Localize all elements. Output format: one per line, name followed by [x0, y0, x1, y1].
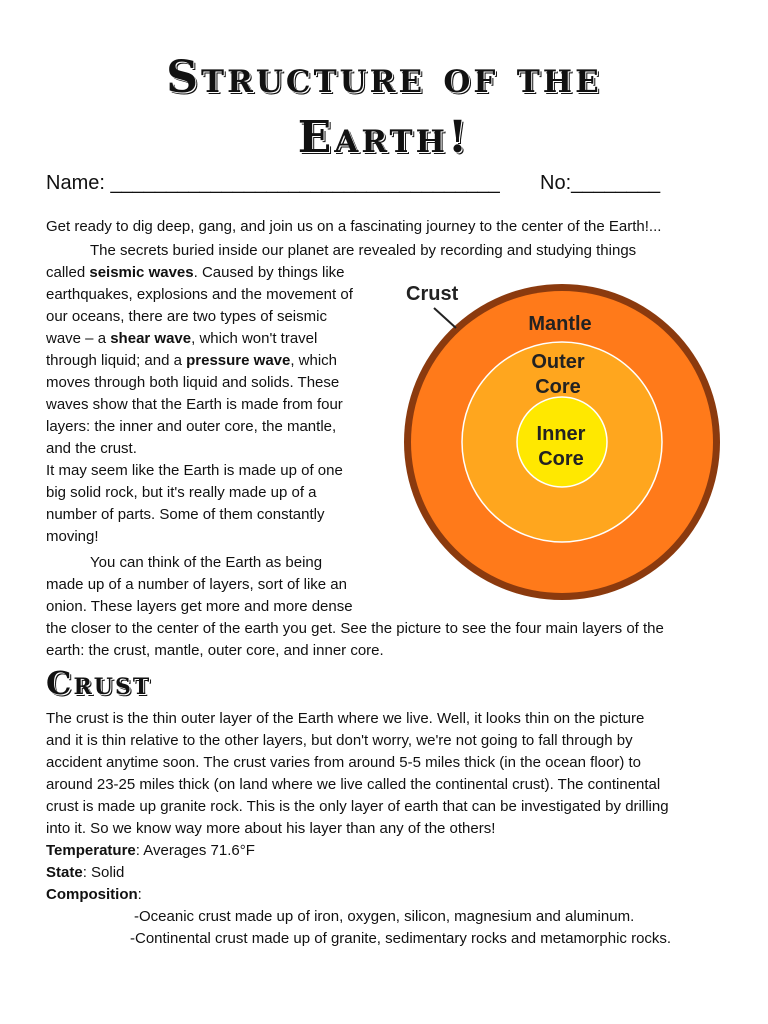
- parts-paragraph: It may seem like the Earth is made up of one big solid rock, but it's really made up of a number of parts. Some of them constantly moving!: [46, 462, 343, 545]
- page-title-line-2: Earth!: [297, 112, 471, 163]
- number-label: No:: [540, 172, 572, 194]
- inner-core-label-1: Inner: [536, 423, 586, 445]
- composition-label: Composition: [46, 886, 138, 903]
- page-title-line-1: Structure of the: [166, 52, 602, 103]
- state-fact: [46, 862, 124, 884]
- number-blank[interactable]: ________: [571, 172, 661, 194]
- pressure-wave-term: pressure wave: [186, 352, 291, 369]
- layers-paragraph: You can think of the Earth as being made up of a number of layers, sort of like an onion. These layers get more and more dense the closer to the center of the earth you get. See the picture to see the four main layers of the earth: the crust, mantle, outer core, and inner core.: [46, 554, 664, 659]
- earth-layers-diagram: [398, 272, 728, 608]
- seismic-waves-term: seismic waves: [89, 264, 194, 281]
- crust-label: Crust: [406, 283, 459, 305]
- seismic-paragraph: called seismic waves. Caused by things like earthquakes, explosions and the movement of our oceans, there are two types of seismic wave – a shear wave, which won't travel through liquid; and a pressure wave, which moves through both liquid and solids. These waves show that the Earth is made from four layers: the inner and outer core, the mantle, and the crust.: [46, 264, 353, 457]
- composition-item-continental: -Continental crust made up of granite, sedimentary rocks and metamorphic rocks.: [130, 930, 672, 947]
- intro-paragraph: Get ready to dig deep, gang, and join us on a fascinating journey to the center of the Earth!...: [46, 218, 662, 235]
- composition-item-oceanic: -Oceanic crust made up of iron, oxygen, silicon, magnesium and aluminum.: [134, 908, 635, 925]
- temperature-value: : Averages 71.6°F: [135, 842, 255, 859]
- mantle-label: Mantle: [528, 313, 592, 335]
- state-label: State: [46, 864, 83, 881]
- composition-fact: Composition:: [46, 886, 142, 903]
- temperature-label: Temperature: [46, 842, 136, 859]
- crust-body: The crust is the thin outer layer of the Earth where we live. Well, it looks thin on the picture and it is thin relative to the other layers, but don't worry, we're not going to fall through by accident anytime soon. The crust varies from around 5-5 miles thick (in the ocean floor) to around 23-25 miles thick (on land where we live called the continental crust). The continental crust is made up granite rock. This is the only layer of earth that can be investigated by drilling into it. So we know way more about his layer than any of the others!: [46, 710, 669, 837]
- shear-wave-term: shear wave: [110, 330, 192, 347]
- outer-core-label-1: Outer: [531, 351, 585, 373]
- name-field[interactable]: [46, 172, 500, 195]
- state-value: : Solid: [82, 864, 125, 881]
- crust-pointer-line: [434, 308, 456, 328]
- inner-core-label-2: Core: [538, 448, 584, 470]
- name-blank[interactable]: ___________________________________: [110, 172, 500, 194]
- name-label: Name:: [46, 172, 111, 194]
- outer-core-label-2: Core: [535, 376, 581, 398]
- number-field[interactable]: [540, 172, 660, 195]
- crust-section-heading: Crust: [46, 664, 152, 702]
- seismic-paragraph-line-1: The secrets buried inside our planet are revealed by recording and studying things: [90, 242, 637, 259]
- temperature-fact: [46, 840, 255, 862]
